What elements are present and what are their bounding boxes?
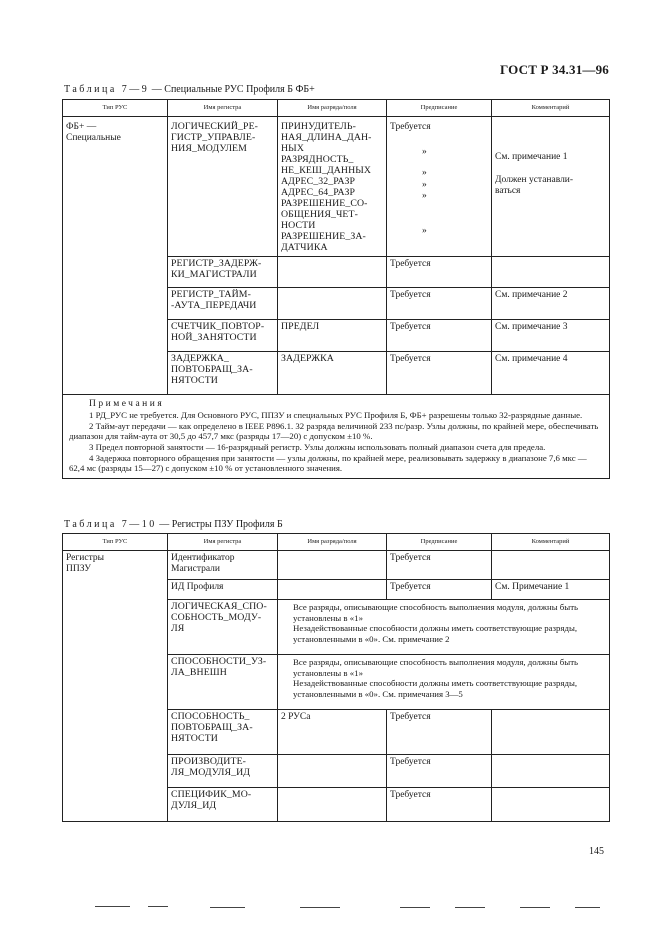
- requirement: Требуется: [387, 551, 492, 580]
- merged-description: [278, 600, 610, 655]
- register-name: РЕГИСТР_ЗАДЕРЖ- КИ_МАГИСТРАЛИ: [168, 257, 278, 288]
- ditto-mark: »: [422, 190, 427, 201]
- register-name: ЛОГИЧЕСКИЙ_РЕ- ГИСТР_УПРАВЛЕ- НИЯ_МОДУЛЕМ: [168, 117, 278, 257]
- comment: См. примечание 3: [492, 320, 610, 352]
- scan-line: [148, 906, 168, 907]
- requirement: Требуется: [387, 710, 492, 755]
- requirement: Требуется: [387, 788, 492, 822]
- standard-designation: ГОСТ Р 34.31—96: [500, 62, 609, 77]
- bit-field: [278, 288, 387, 320]
- table1-header-row: [63, 100, 610, 117]
- bit-field: [278, 580, 387, 600]
- table2: [62, 533, 610, 822]
- note-1: 1 РД_РУС не требуется. Для Основного РУС, ППЗУ и специальных РУС Профиля Б, ФБ+ разрешены только 32-разрядные данные.: [89, 410, 583, 421]
- comment: См. примечание 2: [492, 288, 610, 320]
- scan-line: [95, 906, 130, 907]
- scan-line: [210, 907, 245, 908]
- notes-title: Примечания: [89, 399, 165, 409]
- table-row: [63, 551, 610, 580]
- ditto-mark: »: [422, 146, 427, 157]
- description-line: Все разряды, описывающие способность выполнения модуля, должны быть установлены в «1»: [293, 657, 579, 678]
- table2-header-row: [63, 534, 610, 551]
- comment: [492, 710, 610, 755]
- table1-col-type: Тип РУС: [63, 100, 168, 117]
- ditto-mark: »: [422, 226, 427, 237]
- table2-col-bits: Имя разряда/поля: [278, 534, 387, 551]
- requirement-cell: [387, 117, 492, 257]
- comment-cell: [492, 117, 610, 257]
- requirement: Требуется: [387, 320, 492, 352]
- requirement: Требуется: [387, 755, 492, 788]
- table1-caption: [64, 84, 315, 95]
- table1-col-register: Имя регистра: [168, 100, 278, 117]
- bit-field-names: ПРИНУДИТЕЛЬ- НАЯ_ДЛИНА_ДАН- НЫХ РАЗРЯДНОСТЬ_ НЕ_КЕШ_ДАННЫХ АДРЕС_32_РАЗР АДРЕС_64_РАЗР РАЗРЕШЕНИЕ_СО- ОБЩЕНИЯ_ЧЕТ- НОСТИ РАЗРЕШЕНИЕ_ЗА- ДАТЧИКА: [281, 121, 372, 253]
- register-name: СПОСОБНОСТИ_УЗ- ЛА_ВНЕШН: [168, 655, 278, 710]
- bit-field: ЗАДЕРЖКА: [278, 352, 387, 395]
- merged-description: [278, 655, 610, 710]
- table2-caption-number: Таблица 7—10: [64, 519, 157, 530]
- register-name: СЧЕТЧИК_ПОВТОР- НОЙ_ЗАНЯТОСТИ: [168, 320, 278, 352]
- table1-col-requirement: Предписание: [387, 100, 492, 117]
- table2-caption-title: — Регистры ПЗУ Профиля Б: [159, 519, 283, 530]
- ditto-marks: [390, 147, 488, 237]
- register-name: ЗАДЕРЖКА_ ПОВТОБРАЩ_ЗА- НЯТОСТИ: [168, 352, 278, 395]
- bit-field: [278, 257, 387, 288]
- table2-caption: [64, 519, 283, 530]
- table2-col-register: Имя регистра: [168, 534, 278, 551]
- requirement: Требуется: [387, 288, 492, 320]
- scan-line: [300, 907, 340, 908]
- description-line: Все разряды, описывающие способность выполнения модуля, должны быть установлены в «1»: [293, 602, 579, 623]
- requirement: Требуется: [387, 580, 492, 600]
- register-name: ИД Профиля: [168, 580, 278, 600]
- bit-field: 2 РУСа: [278, 710, 387, 755]
- scan-line: [520, 907, 550, 908]
- bit-field: ПРЕДЕЛ: [278, 320, 387, 352]
- table2-type-cell: Регистры ППЗУ: [63, 551, 168, 822]
- scan-line: [575, 907, 600, 908]
- comment: См. Примечание 1: [492, 580, 610, 600]
- comment: См. примечание 1: [495, 152, 568, 162]
- note-4: 4 Задержка повторного обращения при занятости — узлы должны, по крайней мере, реализовывать задержку в диапазоне 7,6 мкс — 62,4 мс (разряды 15—27) с допуском ±10 % от установленного значения.: [69, 452, 587, 474]
- bit-field-list: [278, 117, 387, 257]
- register-name: ЛОГИЧЕСКАЯ_СПО- СОБНОСТЬ_МОДУ- ЛЯ: [168, 600, 278, 655]
- comment: [492, 551, 610, 580]
- page-number: 145: [589, 846, 604, 857]
- bit-field: [278, 551, 387, 580]
- table2-col-requirement: Предписание: [387, 534, 492, 551]
- register-name: СПЕЦИФИК_МО- ДУЛЯ_ИД: [168, 788, 278, 822]
- requirement: Требуется: [387, 352, 492, 395]
- table2-col-type: Тип РУС: [63, 534, 168, 551]
- requirement: Требуется: [390, 122, 431, 132]
- comment: См. примечание 4: [492, 352, 610, 395]
- comment: [492, 257, 610, 288]
- table1-type-cell: ФБ+ — Специальные: [63, 117, 168, 395]
- description-line: Незадействованные способности должны иметь соответствующие разряды, установленными в «0». См. примечания 3—5: [293, 678, 578, 699]
- table-row: [63, 117, 610, 257]
- ditto-mark: »: [422, 179, 427, 190]
- register-name: Идентификатор Магистрали: [168, 551, 278, 580]
- note-2: 2 Тайм-аут передачи — как определено в IEEE P896.1. 32 разряда величиной 233 пс/разр. Узлы должны, по крайней мере, обеспечивать диапазон для тайм-аута от 30,5 до 457,7 мкс (разряды 17—20) с допуском ±10 %.: [69, 420, 599, 442]
- scan-line: [455, 907, 485, 908]
- comment: [492, 755, 610, 788]
- register-name: СПОСОБНОСТЬ_ ПОВТОБРАЩ_ЗА- НЯТОСТИ: [168, 710, 278, 755]
- requirement: Требуется: [387, 257, 492, 288]
- table1-caption-number: Таблица 7—9: [64, 84, 150, 95]
- ditto-mark: »: [422, 168, 427, 179]
- bit-field: [278, 755, 387, 788]
- description-line: Незадействованные способности должны иметь соответствующие разряды, установленными в «0». См. примечание 2: [293, 623, 578, 644]
- register-name: РЕГИСТР_ТАЙМ- -АУТА_ПЕРЕДАЧИ: [168, 288, 278, 320]
- table1: [62, 99, 610, 479]
- scan-line: [400, 907, 430, 908]
- register-name: ПРОИЗВОДИТЕ- ЛЯ_МОДУЛЯ_ИД: [168, 755, 278, 788]
- table2-col-comment: Комментарий: [492, 534, 610, 551]
- table1-notes-row: [63, 395, 610, 479]
- note-3: 3 Предел повторной занятости — 16-разрядный регистр. Узлы должны использовать полный диапазон счета для предела.: [89, 442, 546, 453]
- table1-col-comment: Комментарий: [492, 100, 610, 117]
- bit-field: [278, 788, 387, 822]
- table1-col-bits: Имя разряда/поля: [278, 100, 387, 117]
- table1-caption-title: — Специальные РУС Профиля Б ФБ+: [151, 84, 315, 95]
- comment: [492, 788, 610, 822]
- comment: Должен устанавли- ваться: [495, 174, 574, 196]
- table1-notes: [63, 395, 610, 479]
